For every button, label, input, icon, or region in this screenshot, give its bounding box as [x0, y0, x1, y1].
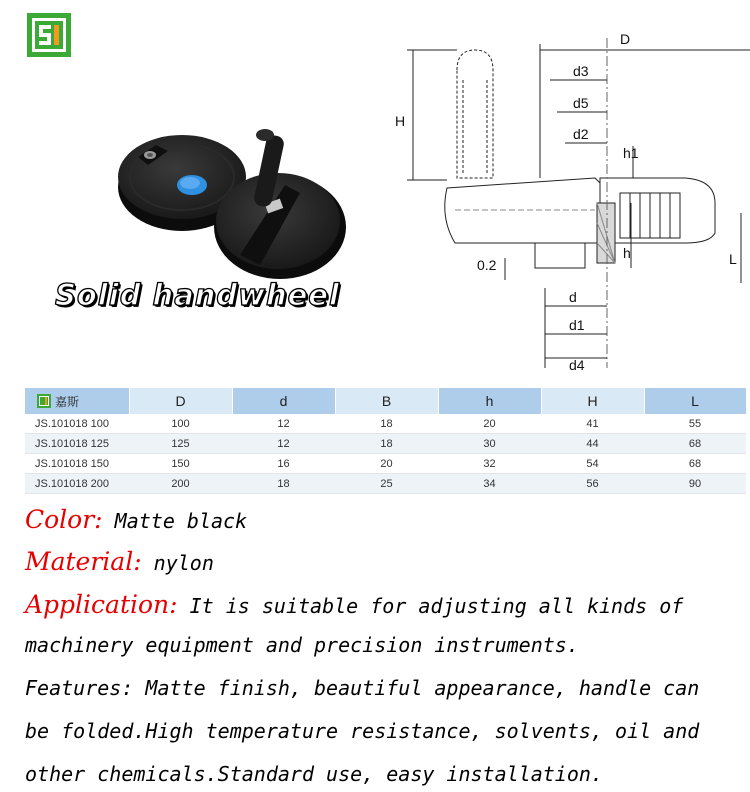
features-line-1: Features: Matte finish, beautiful appearance, handle can: [25, 676, 700, 700]
table-cell-L: 90: [644, 474, 746, 494]
dim-h1: h1: [623, 145, 639, 161]
dim-d5: d5: [573, 95, 589, 111]
spec-application-line-2: machinery equipment and precision instruments.: [25, 633, 579, 657]
color-label: Color:: [25, 505, 103, 534]
table-header-H: H: [541, 388, 644, 414]
dim-offset: 0.2: [477, 257, 497, 273]
table-cell-model: JS.101018 100: [25, 414, 129, 434]
table-brand-cell: [25, 388, 129, 414]
dim-d: d: [569, 289, 577, 305]
table-cell-L: 55: [644, 414, 746, 434]
brand-mini-icon: [37, 394, 51, 408]
dim-L: L: [729, 251, 737, 267]
spec-application-line: [25, 590, 683, 619]
table-cell-model: JS.101018 125: [25, 434, 129, 454]
product-title: Solid handwheel: [55, 278, 340, 312]
table-cell-H: 44: [541, 434, 644, 454]
table-cell-d: 12: [232, 434, 335, 454]
color-value: Matte black: [102, 509, 248, 533]
table-cell-D: 200: [129, 474, 232, 494]
dim-h: h: [623, 245, 631, 261]
table-cell-H: 54: [541, 454, 644, 474]
table-row: [25, 434, 746, 454]
application-value: It is suitable for adjusting all kinds of: [177, 594, 684, 618]
features-line-2: be folded.High temperature resistance, solvents, oil and: [25, 719, 700, 743]
dim-d3: d3: [573, 63, 589, 79]
spec-table: [25, 388, 747, 494]
dim-d1: d1: [569, 317, 585, 333]
table-header-row: [25, 388, 746, 414]
application-label: Application:: [25, 590, 178, 619]
table-cell-B: 18: [335, 414, 438, 434]
table-cell-h: 30: [438, 434, 541, 454]
table-cell-L: 68: [644, 454, 746, 474]
table-cell-L: 68: [644, 434, 746, 454]
table-cell-D: 125: [129, 434, 232, 454]
material-value: nylon: [141, 551, 214, 575]
product-photo: [110, 115, 350, 285]
table-cell-B: 25: [335, 474, 438, 494]
table-cell-H: 41: [541, 414, 644, 434]
table-row: [25, 454, 746, 474]
table-cell-model: JS.101018 150: [25, 454, 129, 474]
table-header-h: h: [438, 388, 541, 414]
table-header-d: d: [232, 388, 335, 414]
brand-logo: [27, 13, 71, 57]
dim-d2: d2: [573, 126, 589, 142]
table-header-L: L: [644, 388, 746, 414]
table-cell-H: 56: [541, 474, 644, 494]
table-row: [25, 474, 746, 494]
material-label: Material:: [25, 547, 142, 576]
dim-H: H: [395, 113, 406, 129]
table-brand-text: 嘉斯: [55, 394, 80, 409]
dim-d4: d4: [569, 357, 585, 373]
table-cell-D: 100: [129, 414, 232, 434]
dim-D: D: [620, 31, 631, 47]
spec-material-line: [25, 547, 214, 576]
features-line-3: other chemicals.Standard use, easy installation.: [25, 762, 603, 786]
table-cell-B: 18: [335, 434, 438, 454]
table-cell-d: 16: [232, 454, 335, 474]
table-cell-D: 150: [129, 454, 232, 474]
technical-drawing: [385, 28, 750, 380]
table-cell-h: 32: [438, 454, 541, 474]
table-cell-h: 20: [438, 414, 541, 434]
table-cell-d: 18: [232, 474, 335, 494]
spec-color-line: [25, 505, 247, 534]
table-header-D: D: [129, 388, 232, 414]
table-cell-d: 12: [232, 414, 335, 434]
table-header-B: B: [335, 388, 438, 414]
table-cell-h: 34: [438, 474, 541, 494]
table-row: [25, 414, 746, 434]
table-cell-model: JS.101018 200: [25, 474, 129, 494]
table-cell-B: 20: [335, 454, 438, 474]
